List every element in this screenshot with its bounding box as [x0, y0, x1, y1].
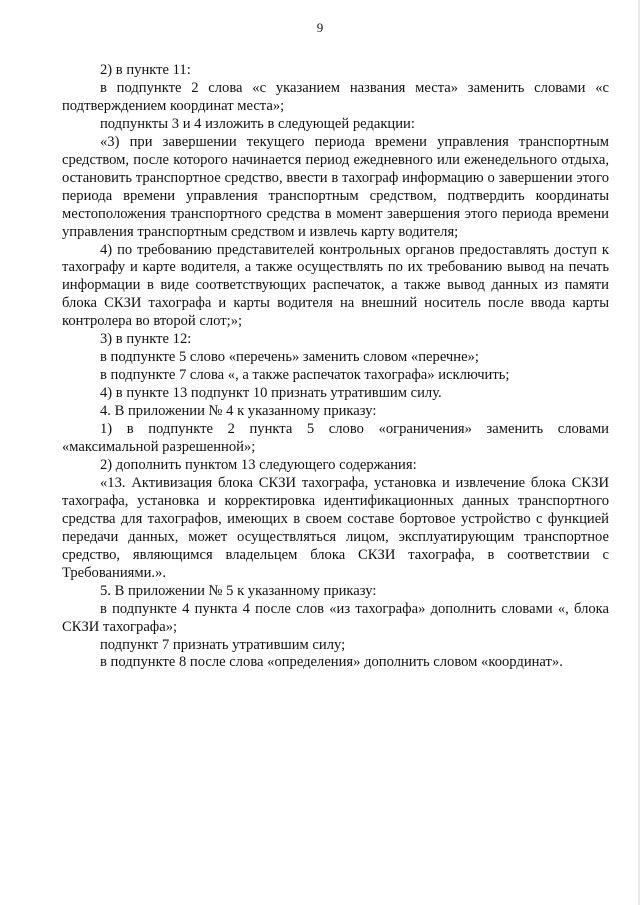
paragraph: 3) в пункте 12:: [100, 331, 192, 348]
paragraph: «3) при завершении текущего периода времени управления транспортным средством, после которого начинается период ежедневного или еженедельного отдыха, остановить транспортное средство, ввести в тахограф информацию о завершении этого периода времени управления транспортным средством, подтвердить координаты местоположения транспортного средства в момент завершения этого периода времени управления транспортным средством и извлечь карту водителя;: [62, 133, 609, 240]
paragraph: 4) по требованию представителей контрольных органов предоставлять доступ к тахографу и карте водителя, а также осуществлять по их требованию вывод на печать информации в виде соответствующих распечаток, а также вывод данных из памяти блока СКЗИ тахографа и карты водителя на внешний носитель после ввода карты контролера во второй слот;»;: [62, 241, 609, 330]
paragraph: в подпункте 4 пункта 4 после слов «из тахографа» дополнить словами «, блока СКЗИ тахографа»;: [62, 600, 609, 635]
paragraph: подпункты 3 и 4 изложить в следующей редакции:: [100, 115, 415, 132]
paragraph: в подпункте 7 слова «, а также распечаток тахографа» исключить;: [100, 367, 510, 384]
paragraph: 2) в пункте 11:: [100, 62, 191, 78]
paragraph: в подпункте 5 слово «перечень» заменить словом «перечне»;: [100, 349, 479, 366]
paragraph: в подпункте 2 слова «с указанием названия места» заменить словами «с подтверждением координат места»;: [62, 79, 609, 114]
paragraph: «13. Активизация блока СКЗИ тахографа, установка и извлечение блока СКЗИ тахографа, установка и корректировка идентификационных данных транспортного средства для тахографов, имеющих в своем составе бортовое устройство с функцией передачи данных, может осуществляться лицом, эксплуатирующим транспортное средство, являющимся владельцем блока СКЗИ тахографа, в соответствии с Требованиями.».: [62, 474, 609, 581]
paragraph: 1) в подпункте 2 пункта 5 слово «ограничения» заменить словами «максимальной разрешенной»;: [62, 421, 609, 456]
paragraph: 2) дополнить пунктом 13 следующего содержания:: [100, 456, 417, 473]
paragraph: 4. В приложении № 4 к указанному приказу:: [100, 403, 377, 420]
paragraph: 4) в пункте 13 подпункт 10 признать утратившим силу.: [100, 385, 442, 402]
document-body: [62, 62, 609, 672]
paragraph: 5. В приложении № 5 к указанному приказу:: [100, 582, 377, 599]
paragraph: подпункт 7 признать утратившим силу;: [100, 636, 346, 653]
paragraph: в подпункте 8 после слова «определения» дополнить словом «координат».: [100, 654, 563, 671]
page-number: 9: [316, 20, 324, 35]
